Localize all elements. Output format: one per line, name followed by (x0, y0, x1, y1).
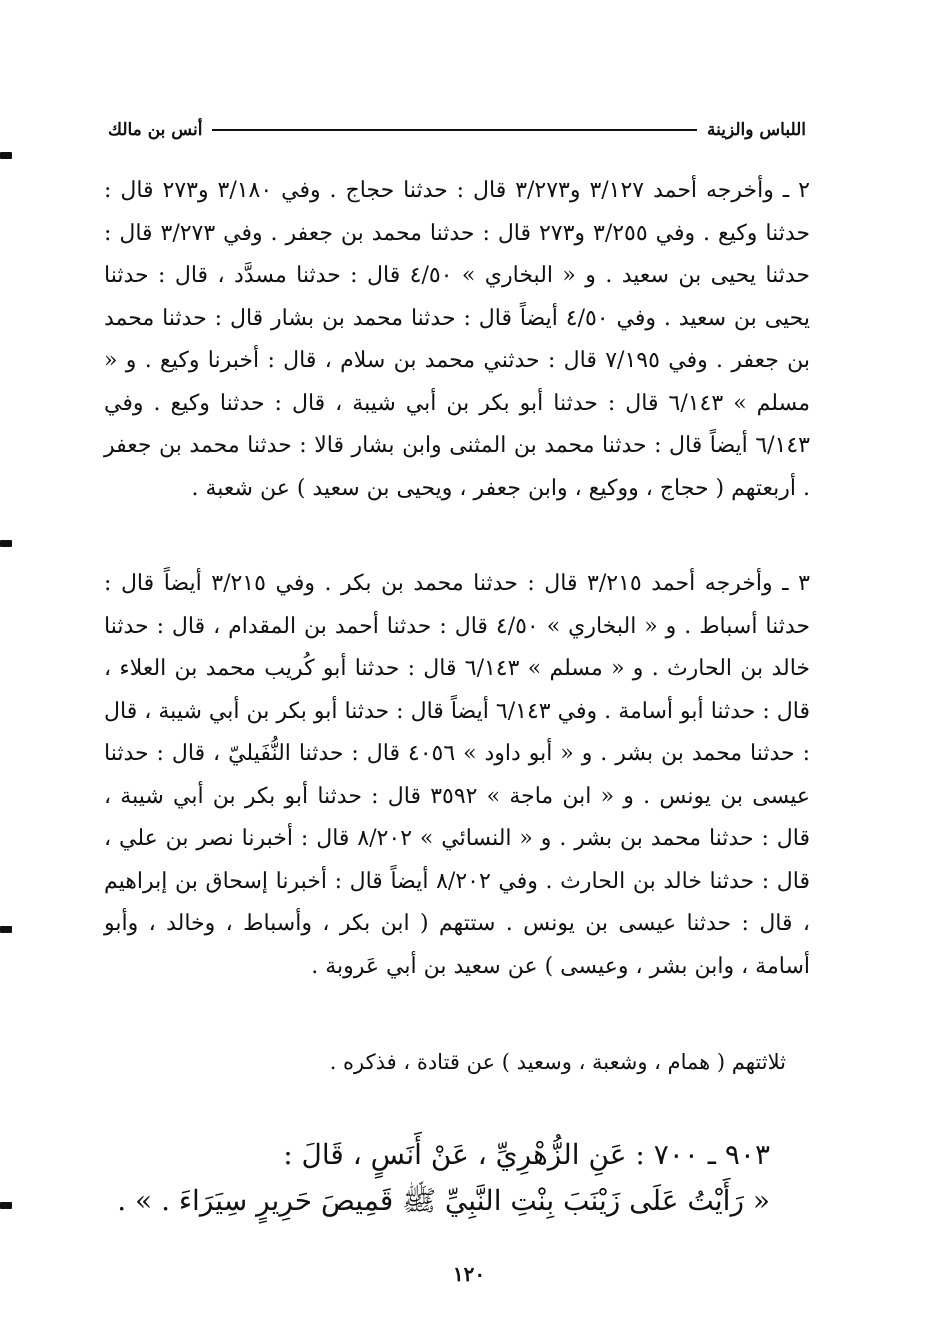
scan-edge-mark (0, 152, 12, 159)
hadith-line-1: ٩٠٣ ـ ٧٠٠ : عَنِ الزُّهْرِيِّ ، عَنْ أَنَسٍ ، قَالَ : (283, 1138, 770, 1171)
page-number: ١٢٠ (452, 1262, 486, 1286)
header-rule (212, 129, 697, 131)
paragraph-summary: ثلاثتهم ( همام ، وشعبة ، وسعيد ) عن قتادة ، فذكره . (329, 1050, 786, 1074)
running-header (108, 116, 806, 144)
scan-edge-mark (0, 1202, 12, 1209)
header-chapter-title: اللباس والزينة (707, 120, 806, 140)
paragraph-takhrij-3: ٣ ـ وأخرجه أحمد ٣/٢١٥ قال : حدثنا محمد بن بكر . وفي ٣/٢١٥ أيضاً قال : حدثنا أسباط . و « البخاري » ٤/٥٠ قال : حدثنا أحمد بن المقدام ، قال : حدثنا خالد بن الحارث . و « مسلم » ٦/١٤٣ قال : حدثنا أبو كُريب محمد بن العلاء ، قال : حدثنا أبو أسامة . وفي ٦/١٤٣ أيضاً قال : حدثنا أبو بكر بن أبي شيبة ، قال : حدثنا محمد بن بشر . و « أبو داود » ٤٠٥٦ قال : حدثنا النُّفَيليّ ، قال : حدثنا عيسى بن يونس . و « ابن ماجة » ٣٥٩٢ قال : حدثنا أبو بكر بن أبي شيبة ، قال : حدثنا محمد بن بشر . و « النسائي » ٨/٢٠٢ قال : أخبرنا نصر بن علي ، قال : حدثنا خالد بن الحارث . وفي ٨/٢٠٢ أيضاً قال : أخبرنا إسحاق بن إبراهيم ، قال : حدثنا عيسى بن يونس . ستتهم ( ابن بكر ، وأسباط ، وخالد ، وأبو أسامة ، وابن بشر ، وعيسى ) عن سعيد بن أبي عَروبة . (104, 571, 810, 979)
header-narrator-title: أنس بن مالك (108, 120, 203, 140)
hadith-line-2: « رَأَيْتُ عَلَى زَيْنَبَ بِنْتِ النَّبِيِّ ﷺ قَمِيصَ حَرِيرٍ سِيَرَاءَ . » . (117, 1184, 770, 1217)
scan-edge-mark (0, 540, 12, 547)
scan-edge-mark (0, 926, 12, 933)
paragraph-takhrij-2: ٢ ـ وأخرجه أحمد ٣/١٢٧ و٣/٢٧٣ قال : حدثنا حجاج . وفي ٣/١٨٠ و٢٧٣ قال : حدثنا وكيع . وفي ٣/٢٥٥ و٢٧٣ قال : حدثنا محمد بن جعفر . وفي ٣/٢٧٣ قال : حدثنا يحيى بن سعيد . و « البخاري » ٤/٥٠ قال : حدثنا مسدَّد ، قال : حدثنا يحيى بن سعيد . وفي ٤/٥٠ أيضاً قال : حدثنا محمد بن بشار قال : حدثنا محمد بن جعفر . وفي ٧/١٩٥ قال : حدثني محمد بن سلام ، قال : أخبرنا وكيع . و « مسلم » ٦/١٤٣ قال : حدثنا أبو بكر بن أبي شيبة ، قال : حدثنا وكيع . وفي ٦/١٤٣ أيضاً قال : حدثنا محمد بن المثنى وابن بشار قالا : حدثنا محمد بن جعفر . أربعتهم ( حجاج ، ووكيع ، وابن جعفر ، ويحيى بن سعيد ) عن شعبة . (104, 178, 811, 501)
hadith-text (104, 1132, 770, 1224)
